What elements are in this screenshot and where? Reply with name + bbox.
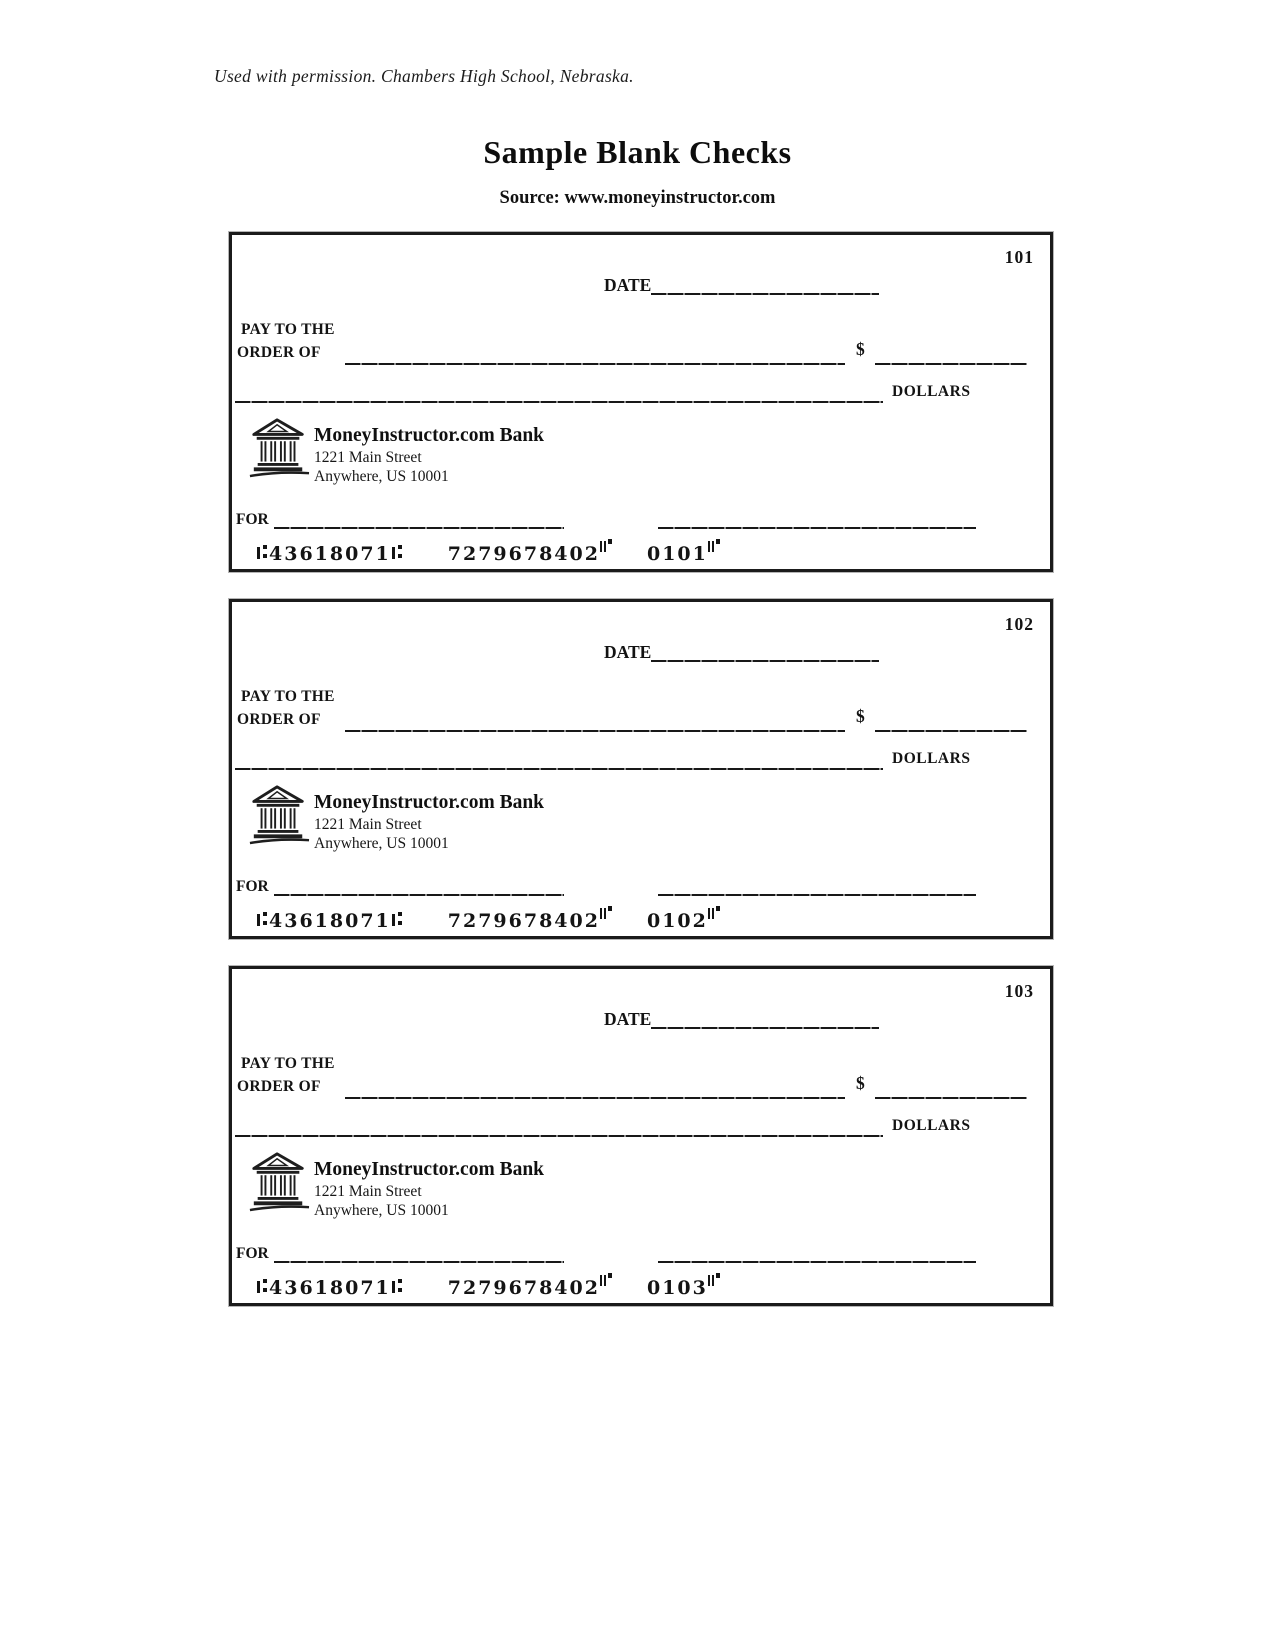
micr-routing: 43618071 — [269, 910, 391, 932]
dollar-sign: $ — [856, 1073, 865, 1093]
payee-line — [345, 347, 845, 365]
bank-street: 1221 Main Street — [314, 449, 422, 466]
date-label: DATE — [604, 1009, 652, 1029]
date-row — [604, 642, 879, 663]
check-102 — [229, 599, 1053, 939]
bank-city: Anywhere, US 10001 — [314, 1202, 449, 1219]
date-label: DATE — [604, 642, 652, 662]
amount-words-line — [235, 1119, 883, 1137]
dollar-sign: $ — [856, 339, 865, 359]
bank-building-icon — [248, 782, 310, 848]
amount-words-line — [235, 752, 883, 770]
memo-line — [274, 878, 564, 896]
signature-line — [658, 1245, 976, 1263]
amount-line — [875, 1081, 1027, 1099]
bank-building-icon — [248, 1149, 310, 1215]
bank-name: MoneyInstructor.com Bank — [314, 1159, 545, 1180]
micr-serial: 0101 — [646, 543, 708, 565]
date-row — [604, 275, 879, 296]
dollar-sign: $ — [856, 706, 865, 726]
micr-routing: 43618071 — [269, 543, 391, 565]
micr-transit-icon — [391, 911, 404, 929]
micr-onus-icon — [708, 538, 721, 554]
amount-line — [875, 714, 1027, 732]
date-line — [651, 277, 879, 295]
bank-name: MoneyInstructor.com Bank — [314, 425, 545, 446]
dollars-label: DOLLARS — [892, 383, 971, 400]
micr-transit-icon — [391, 544, 404, 562]
signature-line — [658, 511, 976, 529]
bank-name: MoneyInstructor.com Bank — [314, 792, 545, 813]
check-103 — [229, 966, 1053, 1306]
pay-to-the-label: PAY TO THE — [241, 321, 335, 338]
date-line — [651, 1011, 879, 1029]
order-of-label: ORDER OF — [237, 344, 321, 361]
micr-account: 7279678402 — [447, 543, 600, 565]
amount-line — [875, 347, 1027, 365]
signature-line — [658, 878, 976, 896]
micr-line — [256, 538, 721, 565]
amount-words-line — [235, 385, 883, 403]
micr-onus-icon — [600, 1272, 613, 1288]
date-row — [604, 1009, 879, 1030]
micr-onus-icon — [600, 538, 613, 554]
for-label: FOR — [236, 878, 269, 895]
page-title: Sample Blank Checks — [483, 134, 792, 170]
date-label: DATE — [604, 275, 652, 295]
micr-line — [256, 905, 721, 932]
micr-onus-icon — [708, 1272, 721, 1288]
check-number: 102 — [1004, 614, 1034, 634]
bank-city: Anywhere, US 10001 — [314, 468, 449, 485]
for-label: FOR — [236, 1245, 269, 1262]
micr-transit-icon — [256, 544, 269, 562]
micr-serial: 0103 — [646, 1277, 708, 1299]
micr-onus-icon — [708, 905, 721, 921]
micr-account: 7279678402 — [447, 1277, 600, 1299]
micr-transit-icon — [256, 1278, 269, 1296]
bank-street: 1221 Main Street — [314, 1183, 422, 1200]
check-number: 101 — [1004, 247, 1034, 267]
micr-onus-icon — [600, 905, 613, 921]
bank-street: 1221 Main Street — [314, 816, 422, 833]
micr-routing: 43618071 — [269, 1277, 391, 1299]
dollars-label: DOLLARS — [892, 1117, 971, 1134]
order-of-label: ORDER OF — [237, 1078, 321, 1095]
payee-line — [345, 1081, 845, 1099]
date-line — [651, 644, 879, 662]
pay-to-the-label: PAY TO THE — [241, 688, 335, 705]
permission-note: Used with permission. Chambers High School, Nebraska. — [214, 66, 634, 86]
pay-to-the-label: PAY TO THE — [241, 1055, 335, 1072]
micr-account: 7279678402 — [447, 910, 600, 932]
memo-line — [274, 1245, 564, 1263]
check-number: 103 — [1004, 981, 1034, 1001]
memo-line — [274, 511, 564, 529]
source-line: Source: www.moneyinstructor.com — [499, 188, 776, 208]
for-label: FOR — [236, 511, 269, 528]
order-of-label: ORDER OF — [237, 711, 321, 728]
bank-building-icon — [248, 415, 310, 481]
micr-line — [256, 1272, 721, 1299]
micr-serial: 0102 — [646, 910, 708, 932]
payee-line — [345, 714, 845, 732]
dollars-label: DOLLARS — [892, 750, 971, 767]
micr-transit-icon — [391, 1278, 404, 1296]
check-101 — [229, 232, 1053, 572]
micr-transit-icon — [256, 911, 269, 929]
bank-city: Anywhere, US 10001 — [314, 835, 449, 852]
